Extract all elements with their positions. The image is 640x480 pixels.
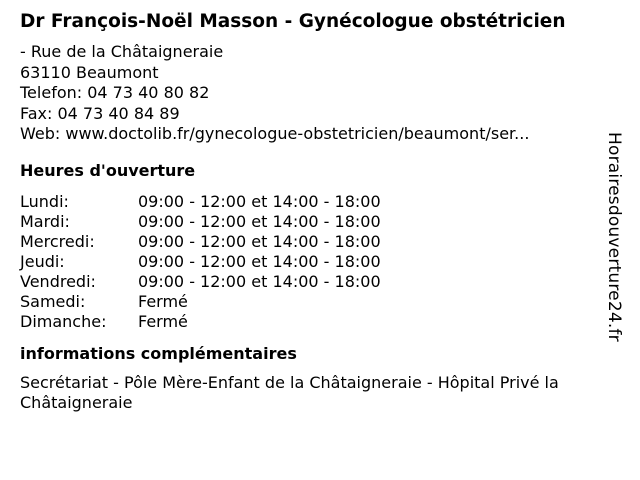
day-label: Samedi: (20, 291, 86, 311)
day-label: Lundi: (20, 191, 69, 211)
hours-row-friday (20, 272, 381, 292)
fax-number: Fax: 04 73 40 84 89 (20, 103, 180, 123)
day-label: Mardi: (20, 211, 70, 231)
day-hours: 09:00 - 12:00 et 14:00 - 18:00 (138, 251, 381, 271)
hours-row-sunday (20, 312, 381, 332)
address-block (20, 42, 615, 145)
day-label: Mercredi: (20, 231, 95, 251)
day-hours: Fermé (138, 291, 188, 311)
additional-info-heading: informations complémentaires (20, 343, 297, 363)
hours-row-saturday (20, 292, 381, 312)
street-address: - Rue de la Châtaigneraie (20, 42, 224, 61)
business-card (20, 10, 615, 414)
opening-hours-heading: Heures d'ouverture (20, 160, 196, 180)
day-label: Dimanche: (20, 311, 107, 331)
day-hours: 09:00 - 12:00 et 14:00 - 18:00 (138, 211, 381, 231)
opening-hours-table (20, 192, 381, 332)
page-title: Dr François-Noël Masson - Gynécologue obstétricien (20, 11, 566, 32)
hours-row-tuesday (20, 212, 381, 232)
day-label: Jeudi: (20, 251, 65, 271)
phone-number: Telefon: 04 73 40 80 82 (20, 83, 210, 102)
site-watermark: Horairesdouverture24.fr (604, 132, 624, 342)
day-hours: 09:00 - 12:00 et 14:00 - 18:00 (138, 271, 381, 291)
hours-row-thursday (20, 252, 381, 272)
additional-info-text: Secrétariat - Pôle Mère-Enfant de la Châtaigneraie - Hôpital Privé la Châtaigneraie (20, 372, 559, 412)
day-hours: Fermé (138, 311, 188, 331)
day-hours: 09:00 - 12:00 et 14:00 - 18:00 (138, 191, 381, 211)
day-label: Vendredi: (20, 271, 96, 291)
website-link[interactable]: Web: www.doctolib.fr/gynecologue-obstetricien/beaumont/ser... (20, 124, 530, 143)
hours-row-wednesday (20, 232, 381, 252)
hours-row-monday (20, 192, 381, 212)
city-address: 63110 Beaumont (20, 62, 159, 82)
day-hours: 09:00 - 12:00 et 14:00 - 18:00 (138, 231, 381, 251)
